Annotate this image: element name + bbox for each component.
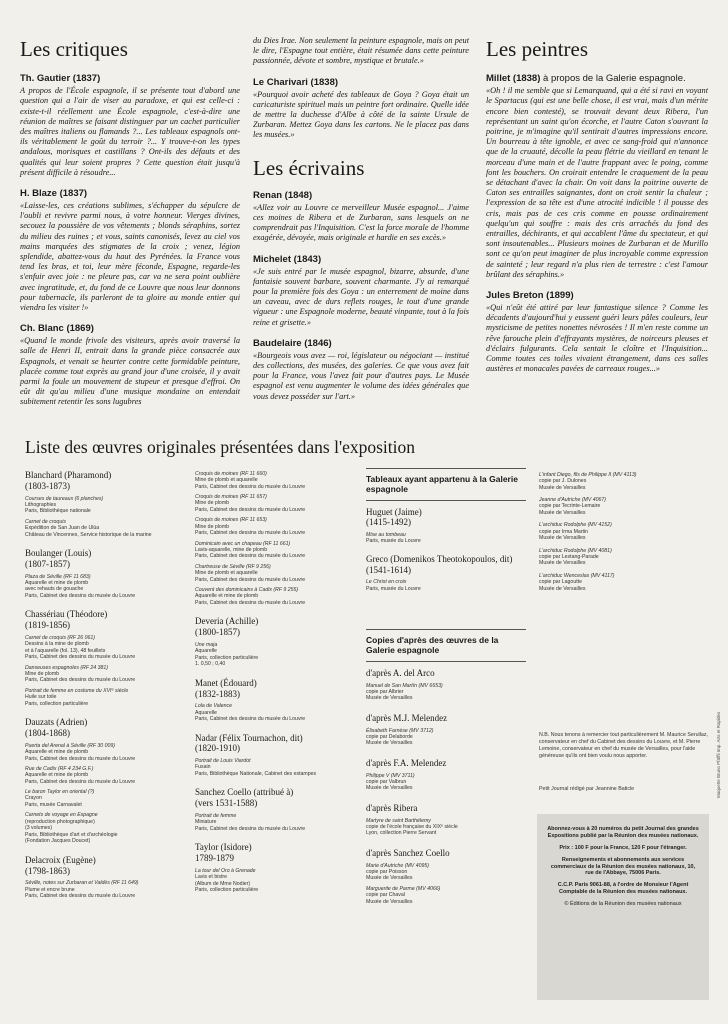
work-detail: Paris, Cabinet des dessins du musée du Louvre — [195, 825, 306, 832]
critique-text: «Quand le monde frivole des visiteurs, après avoir traversé la salle de Henri II, entrait dans la grande pièce consacrée aux Espagnols, et venait se heurter contre cette formidable peinture, placée comme tout exprès au grand jour d'une croisée, il y avait parmi la foule un mouvement de stupeur et presque d'effroi. On eût dit qu'au milieu d'une musique mondaine on entendait subitement retentir les sons lugubres — [20, 336, 240, 407]
work-detail: Miniature — [195, 819, 217, 826]
work-title: Lola de Valence — [195, 703, 233, 710]
work-detail: copie par Albrier — [366, 688, 404, 695]
work-item — [539, 573, 709, 592]
work-item — [195, 813, 355, 832]
peintre-entry — [486, 290, 708, 374]
work-detail: (Fondation Jacques Doucet) — [25, 838, 91, 845]
ecrivain-text: «Bourgeois vous avez — roi, législateur ou négociant — institué des collections, des musées, des galeries. Ce que vous avez fait pour la France, vous l'avez fait pour d'autres pays. Le Musée espagnol est venu augmenter le volume des idées générales que vous devez posséder sur l'art.» — [253, 350, 469, 401]
ecrivain-head: Michelet (1843) — [253, 253, 322, 265]
work-detail: copie par Irma Martin — [539, 528, 589, 535]
work-title: Carnets de voyage en Espagne — [25, 812, 98, 819]
middle-column — [253, 36, 469, 402]
work-item — [366, 728, 526, 747]
work-title: Croquis de moines (RF 11 660) — [195, 471, 267, 477]
work-detail: Crayon — [25, 795, 42, 802]
peintre-head-rest: à propos de la Galerie espagnole. — [540, 73, 686, 85]
critique-text: «Laisse-les, ces créations sublimes, s'échapper du sépulcre de l'oubli et revivre parmi nous, à votre honneur. Vierges divines, secouez la poussière de vos vêtements ; blonds séraphins, sortez du milieu des ruines ; et vous, saints canonisés, levez au ciel vos mains marquées des stigmates de la croix ; venez, légion splendide, abattez-vous du haut des Pyrénées. la France vous tend les bras, et toi, leur mère féconde, Espagne, regarde-les s'enfuir avec joie : ne pleure pas, car va ne sera point oublière avec ingratitude, et, du fond de ce Louvre que nous leur donnons pour tabernacle, ils parleront de ta gloire au monde entier qui viendra les visiter !» — [20, 200, 240, 312]
artist-block — [25, 855, 190, 900]
work-detail: Aquarelle et mine de plomb — [25, 749, 89, 756]
work-detail: et à l'aquarelle (fol. 13), 48 feuillets — [25, 647, 106, 654]
work-item — [195, 564, 355, 583]
critique-entry — [20, 188, 240, 313]
work-detail: Paris, Cabinet des dessins du musée du Louvre — [25, 654, 136, 661]
work-detail: Paris, Cabinet des dessins du musée du Louvre — [25, 893, 136, 900]
work-title: Courses de taureaux (6 planches) — [25, 495, 104, 502]
artist-block — [366, 668, 526, 702]
artist-name: d'après Sanchez Coello — [366, 847, 450, 858]
divider — [366, 661, 526, 662]
work-detail: Mine de plomb — [25, 670, 60, 677]
work-title: Élisabeth Farnèse (MV 3712) — [366, 727, 434, 734]
work-detail: 1. 0,50 ; 0,40 — [195, 661, 226, 668]
artist-name: d'après F.A. Melendez — [366, 757, 447, 768]
work-item — [195, 703, 355, 722]
artist-block — [195, 678, 355, 723]
work-item — [25, 574, 190, 600]
work-detail: (3 volumes) — [25, 825, 53, 832]
list-title: Liste des œuvres originales présentées dans l'exposition — [25, 437, 416, 457]
work-detail: Musée de Versailles — [366, 785, 413, 792]
work-detail: Château de Vincennes, Service historique de la marine — [25, 531, 152, 538]
work-detail: (reproduction photographique) — [25, 818, 95, 825]
work-title: Portrait de Louis Viardot — [195, 758, 251, 765]
work-title: Couvent des dominicains à Cadix (RF 9 255) — [195, 587, 299, 594]
work-detail: Paris, musée du Louvre — [366, 585, 421, 592]
work-detail: Aquarelle — [195, 709, 217, 716]
ecrivain-entry — [253, 338, 469, 402]
charivari-head: Le Charivari (1838) — [253, 76, 339, 88]
work-title: Dominicain avec un chapeau (RF 11 661) — [195, 540, 291, 547]
work-detail: Paris, musée Carnavalet — [25, 801, 82, 808]
work-title: Croquis de moines (RF 11 653) — [195, 517, 267, 524]
work-detail: Paris, Cabinet des dessins du musée du Louvre — [195, 553, 306, 560]
work-detail: Musée de Versailles — [539, 509, 586, 516]
work-detail: Musée de Versailles — [539, 484, 586, 491]
work-detail: Paris, collection particulière — [25, 700, 89, 707]
artist-block — [25, 470, 190, 538]
charivari-entry — [253, 77, 469, 141]
work-item — [366, 863, 526, 882]
artist-years: (1820-1910) — [195, 743, 240, 754]
artist-block — [25, 609, 190, 707]
work-item — [539, 497, 709, 516]
work-title: Chartreuse de Séville (RF 9 256) — [195, 563, 271, 570]
artist-years: (1804-1868) — [25, 727, 70, 738]
box2-list — [366, 668, 526, 905]
artist-years: (1800-1857) — [195, 627, 240, 638]
critique-head: H. Blaze (1837) — [20, 187, 88, 199]
work-title: Manuel de San Martín (MV 6653) — [366, 682, 443, 689]
peintre-text: «Qui n'eût été attiré par leur fantastique silence ? Comme les décadents d'aujourd'hui y eussent guéri leurs pâles couleurs, leur mysticisme de petites nonettes névrosées ! Il m'en reste comme un rêve farouche plein d'effrayants mystères, de noirceurs pleuses et d'éclairs fulgurants. Cela sentait le cloître et l'Inquisition... Comme toutes ces toiles vivaient étrangement, dans ces salles austères et monacales pavées de carreaux rouges...» — [486, 302, 708, 374]
work-detail: Paris, Bibliothèque d'art et d'archéologie — [25, 831, 118, 838]
work-detail: Paris, Cabinet des dessins du musée du Louvre — [195, 716, 306, 723]
critiques-column — [20, 38, 240, 408]
work-detail: Aquarelle et mine de plomb — [25, 579, 89, 586]
work-item — [539, 472, 709, 491]
critique-text: A propos de l'École espagnole, il se présente tout d'abord une question qui a l'air de viser au paradoxe, et qui est celle-ci : existe-t-il réellement une École espagnole, c'est-à-dire une réunion de maîtres se faisant distinguer par un cachet particulier des maîtres italiens ou flamands ?... Les tableaux espagnols ont-ils véritablement le goût du terroir ?... Y trouve-t-on les types andalous, morisques et castillans ? Ont-ils des défauts et des qualités qui leur soient propres ? Cette question était jusqu'à présent difficile à résoudre... — [20, 86, 240, 177]
artist-years: (1541-1614) — [366, 564, 411, 575]
work-title: Rue de Cadix (RF 4 234 G.F.) — [25, 766, 94, 773]
work-detail: copie par Delaborde — [366, 733, 413, 740]
work-detail: Paris, Cabinet des dessins du musée du Louvre — [195, 599, 306, 606]
critique-entry — [20, 323, 240, 407]
work-detail: Paris, Cabinet des dessins du musée du Louvre — [195, 483, 306, 490]
box2-title: Copies d'après des œuvres de la Galerie espagnole — [366, 635, 499, 655]
work-item — [366, 818, 526, 837]
work-item — [25, 789, 190, 808]
work-item — [195, 868, 355, 894]
work-title: L'archiduc Rodolphe (MV 4152) — [539, 522, 612, 529]
work-item — [195, 587, 355, 606]
artist-years: (1803-1873) — [25, 480, 70, 491]
work-item — [539, 548, 709, 567]
work-item — [25, 496, 190, 515]
work-title: Portrait de femme en costume du XVIᵉ siècle — [25, 687, 129, 694]
work-item — [25, 880, 190, 899]
work-item — [25, 766, 190, 785]
works-column-1 — [25, 470, 190, 910]
work-detail: copie par Poisson — [366, 868, 408, 875]
work-detail: Aquarelle et mine de plomb — [195, 593, 259, 600]
ecrivain-text: «Allez voir au Louvre ce merveilleur Musée espagnol... J'aime ces moines de Ribera et de Zurbaran, sans lesquels on ne comprendrait pas l'Inquisition. C'est la force morale de l'homme exagérée, dévoyée, mais originale et hardie en ses excès.» — [253, 202, 469, 243]
artist-name: Sanchez Coello (attribué à) — [195, 787, 294, 798]
work-detail: Lavis et bistre — [195, 874, 228, 881]
work-detail: Mine de plomb et aquarelle — [195, 570, 258, 577]
artist-years: (vers 1531-1588) — [195, 798, 258, 809]
work-detail: Musée de Versailles — [366, 740, 413, 747]
artist-name: d'après M.J. Melendez — [366, 712, 448, 723]
work-detail: Musée de Versailles — [366, 695, 413, 702]
blanc-continuation: du Dies Irae. Non seulement la peinture espagnole, mais on peut le dire, l'Espagne tout entière, était résumée dans cette peinture passionnée, dévote et sombre, mystique et brutale.» — [253, 36, 469, 66]
work-title: Plaza de Séville (RF 11 683) — [25, 573, 91, 580]
work-detail: copie par Lagoutte — [539, 579, 582, 586]
work-detail: Lithographies — [25, 501, 57, 508]
box1-title: Tableaux ayant appartenu à la Galerie espagnole — [366, 474, 518, 494]
work-title: Le Christ en croix — [366, 579, 407, 586]
work-detail: Mine de plomb et aquarelle — [195, 477, 258, 484]
ecrivain-entry — [253, 254, 469, 328]
work-title: Mise au tombeau — [366, 532, 406, 539]
artist-name: Nadar (Félix Tournachon, dit) — [195, 732, 303, 743]
work-title: Carnet de croquis (RF 26 061) — [25, 634, 95, 641]
work-detail: copie par J. Dulones — [539, 478, 587, 485]
artist-name: Deveria (Achille) — [195, 616, 259, 627]
work-item — [195, 541, 355, 560]
artist-name: Delacroix (Eugène) — [25, 854, 96, 865]
work-title: L'archiduc Wenceslas (MV 4117) — [539, 572, 615, 579]
works-column-4 — [539, 468, 709, 598]
work-item — [195, 642, 355, 668]
artist-name: Boulanger (Louis) — [25, 548, 92, 559]
work-item — [195, 517, 355, 536]
work-detail: Fusain — [195, 764, 211, 771]
work-detail: Musée de Versailles — [539, 585, 586, 592]
critique-head: Ch. Blanc (1869) — [20, 323, 94, 335]
artist-years: (1819-1856) — [25, 620, 70, 631]
work-item — [366, 579, 526, 592]
work-item — [366, 773, 526, 792]
work-detail: Paris, Cabinet des dessins du musée du Louvre — [25, 755, 136, 762]
works-column-2 — [195, 467, 355, 904]
work-detail: Paris, musée du Louvre — [366, 538, 421, 545]
critique-head: Th. Gautier (1837) — [20, 73, 101, 85]
work-item — [25, 635, 190, 661]
artist-name: Manet (Édouard) — [195, 677, 257, 688]
work-detail: copie par Chaval — [366, 892, 405, 899]
work-detail: Paris, Bibliothèque Nationale, Cabinet des estampes — [195, 770, 317, 777]
work-item — [366, 683, 526, 702]
work-detail: Plume et encre brune — [25, 886, 75, 893]
copyright: © Éditions de la Réunion des musées nationaux — [564, 901, 682, 907]
work-detail: Aquarelle — [195, 648, 217, 655]
work-detail: Paris, Cabinet des dessins du musée du Louvre — [195, 530, 306, 537]
work-detail: Expédition de San Juan de Ulùa — [25, 525, 100, 532]
work-item — [25, 665, 190, 684]
work-title: Le baron Taylor en oriental (?) — [25, 789, 95, 796]
printer-credit: Maquette Bruno Pfäffli Imp. Arts et Rapides — [716, 711, 721, 798]
artist-block — [195, 733, 355, 778]
work-title: Martyre de saint Barthélemy — [366, 817, 431, 824]
work-item — [195, 758, 355, 777]
subscription-price: Prix : 100 F pour la France, 120 F pour l'étranger. — [559, 844, 687, 851]
work-title: Jeanne d'Autriche (MV 4067) — [539, 497, 607, 504]
artist-name: d'après A. del Arco — [366, 667, 435, 678]
work-detail: Paris, Cabinet des dessins du musée du Louvre — [25, 778, 136, 785]
peintres-column — [486, 38, 708, 374]
peintre-head: Jules Breton (1899) — [486, 289, 574, 301]
artist-block — [366, 848, 526, 905]
work-detail: Paris, collection particulière — [195, 887, 259, 894]
peintre-entry — [486, 73, 708, 280]
work-detail: Aquarelle et mine de plomb — [25, 772, 89, 779]
ecrivains-title: Les écrivains — [253, 155, 365, 180]
artist-name: Chassériau (Théodore) — [25, 609, 108, 620]
artist-block — [195, 471, 355, 606]
artist-block — [366, 507, 526, 545]
artist-name: Taylor (Isidore) — [195, 842, 252, 853]
ecrivain-text: «Je suis entré par le musée espagnol, bizarre, absurde, d'une fantaisie souvent barbare, souvent charmante. J'y ai remarqué pour la première fois des Goya : un enterrement de moine dans un caveau, avec de durs reflets rouges, le tout d'une grande vigueur : une Espagnole moderne, beauté vinpante, tout à la fois reine et grisette.» — [253, 266, 469, 327]
divider — [366, 629, 526, 630]
work-title: Marguerite de Parme (MV 4066) — [366, 885, 441, 892]
work-detail: Paris, Cabinet des dessins du musée du Louvre — [195, 506, 306, 513]
work-detail: avec rehauts de gouache — [25, 586, 84, 593]
work-detail: Huile sur toile — [25, 694, 57, 701]
ecrivain-entry — [253, 190, 469, 244]
artist-years: 1789-1879 — [195, 853, 234, 864]
work-detail: Paris, Cabinet des dessins du musée du Louvre — [195, 576, 306, 583]
peintre-text: «Oh ! il me semble que si Lemarquand, qui a été si ravi en voyant le Spartacus (qui est une belle chose, il est vrai, mais d'un mérite encore bien contesté), se trouvait devant deux Ribera, l'un représentant un saint qu'on écorche, et l'autre Caton s'ouvrant la poitrine, je m'imagine qu'il sentirait d'autres impressions encore. Un bourreau à tête ignoble, et avec ce sang-froid qui n'annonce que de la cruauté, décolle la peau flétrie du vieillard en tenant le morceau d'une main et de l'autre frappant avec le poing, comme font les bouchers. On croirait entendre le craquement de la peau se détachant d'avec la chair. On voit dans la poitrine ouverte de Caton ses entrailles saignantes, dont on croit sentir la chaleur ; l'expression de sa tête est d'une atrocité indicible ! il pousse des cris, mais pas de ces cris comme en pousse ordinairement quelqu'un qui souffre : mais des cris arrachés du fond des entrailles, déchirants, et qui accablent l'âme du spectateur, et qui sont insoutenables... Plusieurs moines de Zurbaran et de Murillo sont ce qu'on peut imaginer de plus incroyable comme expression de sainteté ; leur regard n'a plus rien de terrestre : c'est l'amour brûlant des séraphins.» — [486, 86, 708, 279]
works-column-3 — [366, 468, 526, 916]
artist-block — [366, 803, 526, 837]
work-detail: Paris, Cabinet des dessins du musée du Louvre — [25, 592, 136, 599]
artist-name: Greco (Domenikos Theotokopoulos, dit) — [366, 553, 513, 564]
work-detail: (Album de Mme Nodier) — [195, 880, 251, 887]
work-item — [25, 688, 190, 707]
work-detail: copie par Tecrinte-Lemaire — [539, 503, 601, 510]
work-detail: Mine de plomb — [195, 500, 230, 507]
work-detail: Paris, Bibliothèque nationale — [25, 508, 91, 515]
work-detail: Lavis-aquarelle, mine de plomb — [195, 546, 268, 553]
work-detail: Musée de Versailles — [366, 898, 413, 905]
work-title: Une maja — [195, 642, 218, 648]
ecrivain-head: Renan (1848) — [253, 189, 313, 201]
work-item — [539, 522, 709, 541]
work-title: Marie d'Autriche (MV 4095) — [366, 862, 429, 869]
critique-entry — [20, 73, 240, 178]
work-title: Carnet de croquis — [25, 518, 66, 525]
work-item — [195, 494, 355, 513]
work-detail: Lyon, collection Pierre Servant — [366, 830, 437, 837]
subscription-box — [537, 814, 709, 1000]
artist-block — [195, 616, 355, 667]
artist-block — [366, 758, 526, 792]
work-title: Danseuses espagnoles (RF 24 381) — [25, 664, 108, 671]
artist-name: Dauzats (Adrien) — [25, 717, 88, 728]
work-detail: copie de l'école française du XIXᵉ siècle — [366, 823, 458, 830]
work-title: Puerta del Arenal à Séville (RF 30 009) — [25, 742, 115, 749]
work-detail: Musée de Versailles — [366, 875, 413, 882]
divider — [366, 468, 526, 469]
divider — [366, 500, 526, 501]
ecrivain-head: Baudelaire (1846) — [253, 337, 332, 349]
peintres-title: Les peintres — [486, 37, 589, 61]
artist-block — [25, 717, 190, 845]
work-detail: Mine de plomb — [195, 523, 230, 530]
work-title: La tour del Oro à Grenade — [195, 867, 256, 874]
peintre-head: Millet (1838) — [486, 73, 541, 85]
artist-years: (1415-1492) — [366, 517, 411, 528]
work-detail: Dessins à la mine de plomb — [25, 641, 89, 648]
subscription-info: Renseignements et abonnements aux services commerciaux de la Réunion des musées nationaux, 10, rue de l'Abbaye, 75006 Paris. — [550, 856, 696, 877]
work-detail: Paris, Cabinet des dessins du musée du Louvre — [25, 677, 136, 684]
work-title: L'infant Diego, fils de Philippe II (MV 4113) — [539, 472, 637, 478]
artist-block — [366, 554, 526, 592]
box1-list — [366, 507, 526, 593]
acknowledgement-note: N.B. Nous tenons à remercier tout particulièrement M. Maurice Serullaz, conservateur en chef du Cabinet des dessins du Louvre, et M. Pierre Lemoine, conservateur en chef du musée de Versailles, pour l'aide généreuse qu'ils ont bien voulu nous apporter. — [539, 732, 708, 759]
work-detail: Musée de Versailles — [539, 560, 586, 567]
artist-name: Blanchard (Pharamond) — [25, 470, 112, 480]
work-title: Philippe V (MV 3711) — [366, 772, 415, 779]
work-item — [366, 532, 526, 545]
work-title: Séville, notes sur Zurbaran et Valdès (RF 11 649) — [25, 880, 139, 887]
work-item — [25, 743, 190, 762]
artist-block — [25, 548, 190, 599]
artist-years: (1798-1863) — [25, 865, 70, 876]
artist-block — [195, 787, 355, 832]
work-detail: Paris, collection particulière — [195, 654, 259, 661]
work-detail: copie par Lestang-Parade — [539, 553, 599, 560]
work-item — [25, 812, 190, 844]
work-item — [195, 471, 355, 490]
charivari-text: «Pourquoi avoir acheté des tableaux de Goya ? Goya était un caricaturiste spirituel mais un peintre fort ordinaire. Quelle idée de mettre la duchesse d'Albe à côté de la sainte Ursule de Zurbaran. Mettez Goya dans les cartons. Ne le placez pas dans les musées.» — [253, 89, 469, 140]
work-title: Croquis de moines (RF 11 657) — [195, 494, 267, 501]
editor-credit: Petit Journal rédigé par Jeannine Baticle — [539, 786, 635, 792]
work-detail: Musée de Versailles — [539, 535, 586, 542]
artist-years: (1832-1883) — [195, 688, 240, 699]
subscription-ccp: C.C.P. Paris 9061-88, à l'ordre de Monsieur l'Agent Comptable de la Réunion des musées nationaux. — [557, 882, 689, 896]
critiques-title: Les critiques — [20, 37, 128, 61]
work-title: L'archiduc Rodolphe (MV 4081) — [539, 547, 612, 554]
artist-years: (1807-1857) — [25, 558, 70, 569]
artist-block — [366, 713, 526, 747]
subscription-text: Abonnez-vous à 20 numéros du petit Journal des grandes Expositions publié par la Réunion des musées nationaux. — [547, 826, 699, 839]
artist-name: Huguet (Jaime) — [366, 506, 422, 517]
work-title: Portrait de femme — [195, 812, 237, 819]
artist-name: d'après Ribera — [366, 802, 418, 813]
artist-block — [195, 842, 355, 893]
work-item — [366, 886, 526, 905]
work-item — [25, 519, 190, 538]
work-detail: copie par Valbrun — [366, 778, 407, 785]
